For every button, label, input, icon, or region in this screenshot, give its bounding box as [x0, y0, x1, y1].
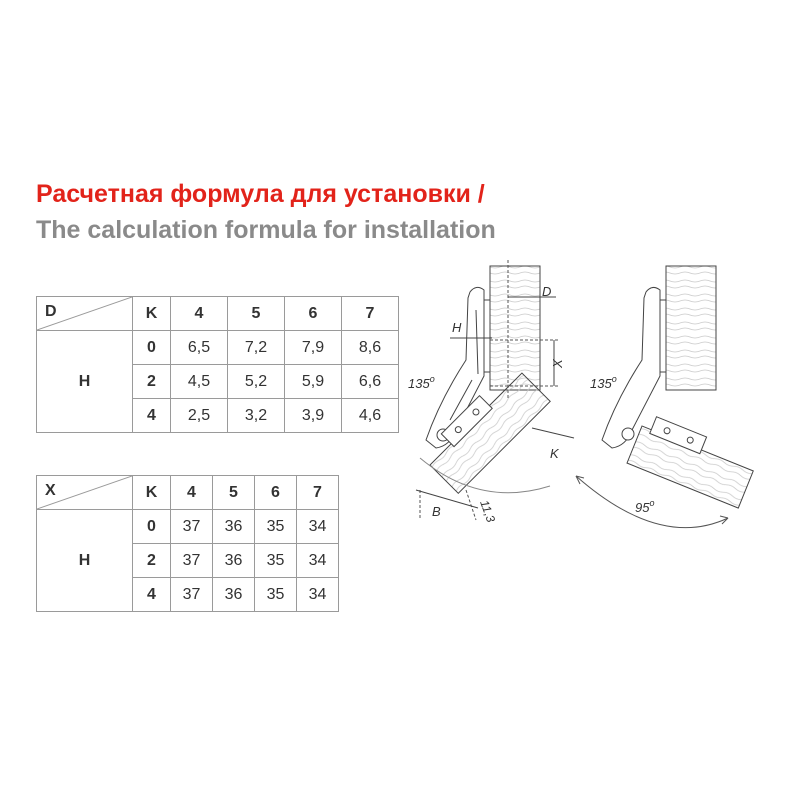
table-x-col-header: 7 — [297, 476, 339, 510]
table-d-row-k: 0 — [133, 331, 171, 365]
table-cell: 3,2 — [228, 399, 285, 433]
label-b: B — [432, 504, 441, 519]
table-d-corner-top: D — [45, 303, 57, 320]
mounting-plate — [484, 300, 490, 372]
table-cell: 36 — [213, 510, 255, 544]
angle-label-open: 95$^o$ — [635, 498, 655, 515]
angle-label-left: 135$^o$ — [408, 374, 435, 391]
cabinet-panel — [490, 266, 540, 390]
table-d-corner — [37, 297, 133, 331]
table-cell: 37 — [171, 578, 213, 612]
label-d: D — [542, 284, 552, 299]
table-cell: 35 — [255, 510, 297, 544]
table-x-corner — [37, 476, 133, 510]
label-h: H — [452, 320, 462, 335]
table-cell: 7,2 — [228, 331, 285, 365]
table-d-row-k: 2 — [133, 365, 171, 399]
table-cell: 2,5 — [171, 399, 228, 433]
hinge-technical-drawing — [380, 250, 780, 540]
table-cell: 35 — [255, 544, 297, 578]
pivot-circle — [622, 428, 634, 440]
table-x-col-header: 6 — [255, 476, 297, 510]
table-x-header-row — [37, 476, 339, 510]
title-russian: Расчетная формула для установки / — [36, 180, 485, 208]
table-cell: 4,6 — [342, 399, 399, 433]
table-x-k-label: K — [133, 476, 171, 510]
table-cell: 36 — [213, 544, 255, 578]
cabinet-panel — [666, 266, 716, 390]
table-x-row-k: 4 — [133, 578, 171, 612]
table-d-row-k: 4 — [133, 399, 171, 433]
mounting-plate — [660, 300, 666, 372]
table-cell: 36 — [213, 578, 255, 612]
table-cell: 4,5 — [171, 365, 228, 399]
table-d-k-label: K — [133, 297, 171, 331]
table-d-header-row — [37, 297, 399, 331]
label-11-3: 11,3 — [477, 498, 499, 525]
hinge-diagram-left — [416, 260, 574, 520]
label-x: X — [550, 359, 565, 368]
table-row — [37, 331, 399, 365]
door-panel — [627, 413, 758, 508]
dim-arrow-b — [416, 490, 478, 508]
table-cell: 5,9 — [285, 365, 342, 399]
table-cell: 6,5 — [171, 331, 228, 365]
table-cell: 34 — [297, 544, 339, 578]
hinge-arm — [602, 287, 660, 448]
table-cell: 37 — [171, 510, 213, 544]
table-d-col-header: 5 — [228, 297, 285, 331]
table-row — [37, 510, 339, 544]
table-cell: 34 — [297, 578, 339, 612]
table-x-col-header: 5 — [213, 476, 255, 510]
table-d — [36, 296, 399, 433]
table-d-row-group: H — [37, 331, 133, 433]
table-d-col-header: 4 — [171, 297, 228, 331]
table-x-row-group: H — [37, 510, 133, 612]
table-cell: 37 — [171, 544, 213, 578]
angle-label-right: 135$^o$ — [590, 374, 617, 391]
hinge-diagram-right — [576, 266, 759, 528]
table-cell: 35 — [255, 578, 297, 612]
title-english: The calculation formula for installation — [36, 216, 496, 244]
table-cell: 3,9 — [285, 399, 342, 433]
table-cell: 7,9 — [285, 331, 342, 365]
table-x — [36, 475, 339, 612]
table-cell: 34 — [297, 510, 339, 544]
table-d-col-header: 6 — [285, 297, 342, 331]
table-x-corner-top: X — [45, 482, 56, 499]
table-cell: 8,6 — [342, 331, 399, 365]
label-k: K — [550, 446, 559, 461]
table-cell: 5,2 — [228, 365, 285, 399]
table-x-row-k: 2 — [133, 544, 171, 578]
dim-arrow-k — [532, 428, 574, 438]
table-x-row-k: 0 — [133, 510, 171, 544]
table-cell: 6,6 — [342, 365, 399, 399]
table-x-col-header: 4 — [171, 476, 213, 510]
table-d-col-header: 7 — [342, 297, 399, 331]
